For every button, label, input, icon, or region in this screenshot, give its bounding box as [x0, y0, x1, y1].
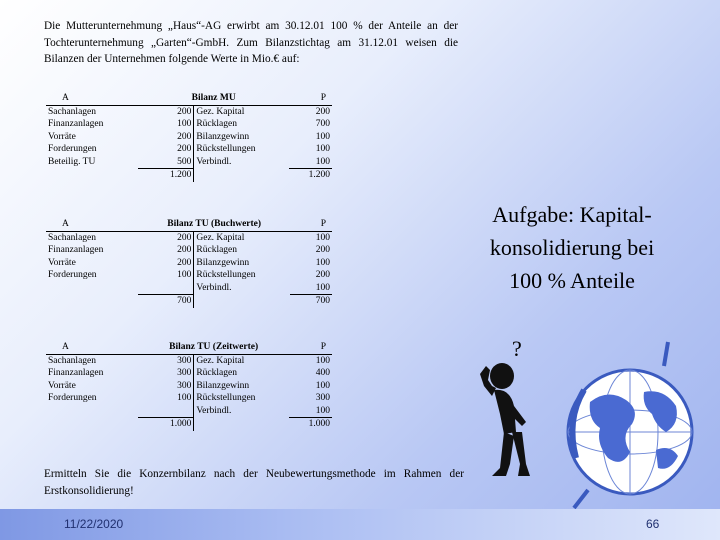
table-cell-p-label: Verbindl. — [196, 282, 232, 293]
table-cell-empty — [194, 295, 290, 308]
table-header-a: A — [46, 341, 138, 354]
table-cell-empty — [46, 295, 138, 308]
table-cell-p-val: 200 — [315, 270, 330, 280]
table-row — [46, 282, 332, 295]
slide-title-line: Aufgabe: Kapital- — [492, 202, 652, 227]
table-total-assets: 1.000 — [138, 418, 194, 431]
table-cell-a-label: Finanzanlagen — [48, 245, 104, 255]
table-header-a: A — [46, 92, 138, 105]
table-cell-p-label: Bilanzgewinn — [196, 380, 250, 391]
table-total-liabilities: 1.000 — [289, 418, 332, 431]
task-text: Ermitteln Sie die Konzernbilanz nach der Neubewertungsmethode im Rahmen der Erstkonsolidierung! — [44, 468, 464, 497]
table-cell-a-label: Beteilig. TU — [48, 156, 96, 167]
table-cell-p-val: 200 — [315, 106, 330, 117]
table-cell-a-val: 200 — [138, 131, 193, 144]
table-cell-p-label: Rücklagen — [196, 368, 237, 378]
slide-title — [450, 198, 694, 297]
table-row — [46, 392, 332, 405]
table-header-p: P — [290, 218, 332, 231]
table-row — [46, 405, 332, 418]
svg-text:?: ? — [512, 336, 522, 361]
table-cell-p-label: Gez. Kapital — [196, 106, 245, 117]
table-cell-a-val: 200 — [138, 105, 193, 118]
table-row — [46, 257, 332, 270]
table-row — [46, 118, 332, 131]
table-title: Bilanz MU — [138, 92, 289, 105]
table-cell-a-val: 200 — [138, 231, 194, 244]
table-header-p: P — [289, 341, 332, 354]
table-total-row — [46, 295, 332, 308]
table-cell-p-val: 100 — [315, 355, 330, 366]
table-cell-p-label: Bilanzgewinn — [196, 131, 250, 142]
table-cell-a-label: Forderungen — [48, 144, 97, 154]
table-cell-a-label: Vorräte — [48, 380, 76, 391]
table-cell-p-label: Gez. Kapital — [196, 232, 245, 243]
table-cell-p-label: Bilanzgewinn — [196, 257, 250, 268]
table-cell-p-label: Rücklagen — [196, 245, 238, 255]
table-cell-a-label — [46, 405, 138, 418]
table-cell-a-val: 100 — [138, 118, 193, 131]
table-total-row — [46, 169, 332, 182]
table-row — [46, 105, 332, 118]
intro-text: Die Mutterunternehmung „Haus“-AG erwirbt am 30.12.01 100 % der Anteile an der Tochterunternehmung „Garten“-GmbH. Zum Bilanzstichtag am 31.12.01 weisen die Bilanzen der Unternehmen folgende Werte in Mio.€ auf: — [44, 20, 458, 65]
table-cell-p-val: 100 — [315, 131, 330, 142]
table-cell-empty — [194, 169, 289, 182]
table-cell-a-label: Sachanlagen — [48, 106, 97, 117]
table-cell-p-val: 100 — [315, 282, 330, 293]
table-total-liabilities: 1.200 — [289, 169, 332, 182]
table-row — [46, 269, 332, 282]
table-row — [46, 231, 332, 244]
table-cell-a-label: Forderungen — [48, 393, 97, 403]
slide-title-line: konsolidierung bei — [489, 235, 655, 260]
table-cell-a-val: 100 — [138, 392, 194, 405]
table-cell-empty — [46, 169, 138, 182]
table-cell-a-val: 300 — [138, 367, 194, 380]
table-cell-a-val: 200 — [138, 244, 194, 257]
table-cell-p-label: Rückstellungen — [196, 144, 256, 154]
table-cell-p-val: 100 — [315, 380, 330, 391]
table-cell-p-val: 100 — [315, 144, 330, 154]
balance-table-tu-book — [46, 218, 332, 308]
footer-page-number: 66 — [646, 517, 660, 531]
table-row — [46, 244, 332, 257]
table-header-a: A — [46, 218, 138, 231]
footer-date: 11/22/2020 — [64, 517, 124, 531]
table-cell-empty — [194, 418, 289, 431]
table-cell-p-val: 100 — [315, 232, 330, 243]
table-cell-p-val: 700 — [315, 119, 330, 129]
table-row — [46, 354, 332, 367]
table-cell-p-val: 400 — [315, 368, 330, 378]
table-cell-p-val: 200 — [315, 245, 330, 255]
table-cell-a-label: Vorräte — [48, 131, 76, 142]
table-cell-a-label: Forderungen — [48, 270, 97, 280]
table-cell-a-val: 500 — [138, 156, 193, 169]
table-total-assets: 700 — [138, 295, 194, 308]
table-cell-p-val: 100 — [315, 405, 330, 416]
table-cell-p-val: 100 — [315, 257, 330, 268]
table-cell-p-label: Verbindl. — [196, 156, 232, 167]
table-row — [46, 367, 332, 380]
table-cell-empty — [46, 418, 138, 431]
table-cell-p-label: Verbindl. — [196, 405, 232, 416]
table-cell-a-val: 300 — [138, 354, 194, 367]
table-row — [46, 143, 332, 156]
table-cell-a-label: Vorräte — [48, 257, 76, 268]
table-row — [46, 131, 332, 144]
balance-table-mu — [46, 92, 332, 182]
table-row — [46, 156, 332, 169]
table-title: Bilanz TU (Zeitwerte) — [138, 341, 289, 354]
table-title: Bilanz TU (Buchwerte) — [138, 218, 290, 231]
slide-title-line: 100 % Anteile — [509, 268, 635, 293]
table-cell-p-label: Rückstellungen — [196, 393, 256, 403]
table-cell-p-val: 100 — [315, 156, 330, 167]
table-header-p: P — [289, 92, 332, 105]
table-cell-p-label: Rücklagen — [196, 119, 237, 129]
table-cell-a-val — [138, 282, 194, 295]
table-cell-p-label: Gez. Kapital — [196, 355, 245, 366]
table-cell-p-label: Rückstellungen — [196, 270, 256, 280]
table-row — [46, 380, 332, 393]
table-cell-a-val — [138, 405, 194, 418]
table-cell-a-label: Sachanlagen — [48, 232, 97, 243]
table-cell-a-label: Finanzanlagen — [48, 119, 104, 129]
thinking-figure-icon — [470, 336, 550, 486]
globe-icon — [560, 340, 700, 510]
table-cell-a-val: 300 — [138, 380, 194, 393]
table-cell-a-val: 200 — [138, 257, 194, 270]
table-total-row — [46, 418, 332, 431]
table-cell-a-label — [46, 282, 138, 295]
table-total-assets: 1.200 — [138, 169, 193, 182]
balance-table-tu-fair — [46, 341, 332, 431]
table-cell-a-val: 100 — [138, 269, 194, 282]
table-cell-p-val: 300 — [315, 393, 330, 403]
table-total-liabilities: 700 — [290, 295, 332, 308]
table-cell-a-val: 200 — [138, 143, 193, 156]
table-cell-a-label: Finanzanlagen — [48, 368, 104, 378]
table-cell-a-label: Sachanlagen — [48, 355, 97, 366]
